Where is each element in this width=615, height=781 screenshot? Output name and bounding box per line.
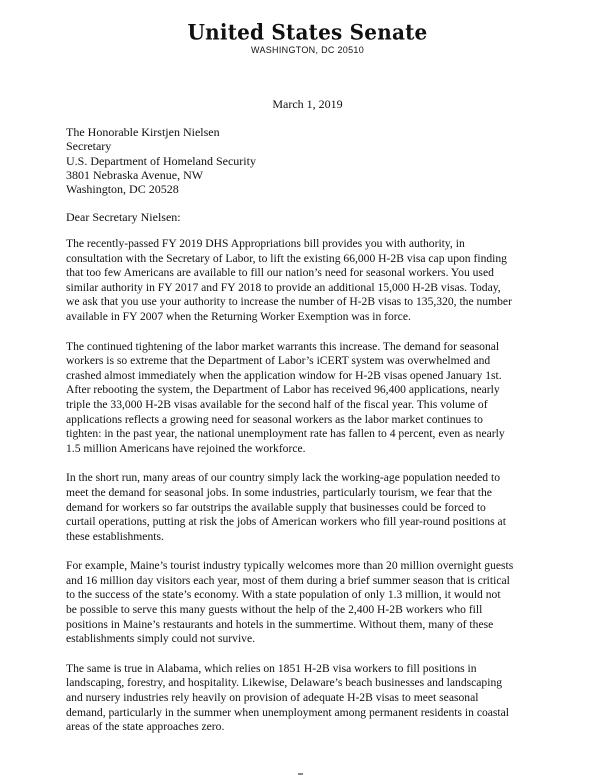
body-paragraph <box>66 340 556 457</box>
body-line: In the short run, many areas of our country simply lack the working-age population needed to <box>66 471 501 485</box>
body-line: landscaping, forestry, and hospitality. Likewise, Delaware’s beach businesses and landscaping <box>66 676 503 690</box>
body-line: For example, Maine’s tourist industry typically welcomes more than 20 million overnight guests <box>66 559 514 573</box>
body-line: consultation with the Secretary of Labor, to lift the existing 66,000 H-2B visa cap upon finding <box>66 251 507 265</box>
recipient-line: U.S. Department of Homeland Security <box>66 153 256 168</box>
page-mark <box>298 773 303 775</box>
body-line: The continued tightening of the labor market warrants this increase. The demand for seasonal <box>66 339 500 353</box>
body-line: available in FY 2007 when the Returning Worker Exemption was in force. <box>66 309 411 323</box>
body-line: crashed almost immediately when the application window for H-2B visas opened January 1st. <box>66 368 502 382</box>
body-line: that too few Americans are available to fill our nation’s need for seasonal workers. You used <box>66 266 494 280</box>
body-line: tighten: in the past year, the national unemployment rate has fallen to 4 percent, even as nearly <box>66 427 505 441</box>
institution-name: United States Senate <box>187 19 428 45</box>
body-line: After rebooting the system, the Department of Labor has received 96,400 applications, nearly <box>66 383 500 397</box>
body-line: The same is true in Alabama, which relies on 1851 H-2B visa workers to fill positions in <box>66 661 477 675</box>
body-line: demand for workers so far outstrips the available supply that businesses could be forced to <box>66 500 486 514</box>
body-line: similar authority in FY 2017 and FY 2018 to provide an additional 15,000 H-2B visas. Today, <box>66 280 501 294</box>
letter-body <box>66 237 556 750</box>
body-line: we ask that you use your authority to increase the number of H-2B visas to 135,320, the number <box>66 295 512 309</box>
salutation: Dear Secretary Nielsen: <box>66 210 181 224</box>
body-line: workers is so extreme that the Department of Labor’s iCERT system was overwhelmed and <box>66 354 491 368</box>
body-line: curtail operations, putting at risk the jobs of American workers who fill year-round positions at <box>66 515 506 529</box>
recipient-line: The Honorable Kirstjen Nielsen <box>66 125 220 139</box>
body-line: be possible to serve this many guests without the help of the 2,400 H-2B workers who fill <box>66 603 483 617</box>
recipient-line: 3801 Nebraska Avenue, NW <box>66 167 204 182</box>
body-line: demand, particularly in the summer when unemployment among permanent residents in coastal <box>66 705 510 719</box>
body-line: to the success of the state’s economy. With a state population of only 1.3 million, it would not <box>66 588 501 602</box>
recipient-line: Washington, DC 20528 <box>66 182 179 197</box>
body-line: meet the demand for seasonal jobs. In some industries, particularly tourism, we fear that the <box>66 485 492 499</box>
institution-address: WASHINGTON, DC 20510 <box>250 45 365 55</box>
body-line: triple the 33,000 H-2B visas available for the second half of the fiscal year. This volume of <box>66 397 488 411</box>
body-line: establishments simply could not survive. <box>66 632 256 646</box>
body-line: these establishments. <box>66 529 164 543</box>
recipient-line: Secretary <box>66 139 112 154</box>
letter-date: March 1, 2019 <box>272 97 343 111</box>
body-line: 1.5 million Americans have rejoined the workforce. <box>66 441 306 455</box>
body-line: areas of the state approaches zero. <box>66 720 225 734</box>
letterhead <box>0 20 615 55</box>
body-paragraph <box>66 662 556 735</box>
body-paragraph <box>66 237 556 325</box>
body-line: The recently-passed FY 2019 DHS Appropriations bill provides you with authority, in <box>66 237 465 250</box>
recipient-address <box>66 125 256 196</box>
body-line: positions in Maine’s restaurants and hotels in the summertime. Without them, many of these <box>66 617 494 631</box>
body-paragraph <box>66 471 556 544</box>
body-paragraph <box>66 559 556 647</box>
body-line: and 16 million day visitors each year, most of them during a brief summer season that is critical <box>66 573 510 587</box>
body-line: and nursery industries rely heavily on provision of adequate H-2B visas to meet seasonal <box>66 691 479 705</box>
body-line: applications reflects a growing need for seasonal workers as the labor market continues to <box>66 412 483 426</box>
